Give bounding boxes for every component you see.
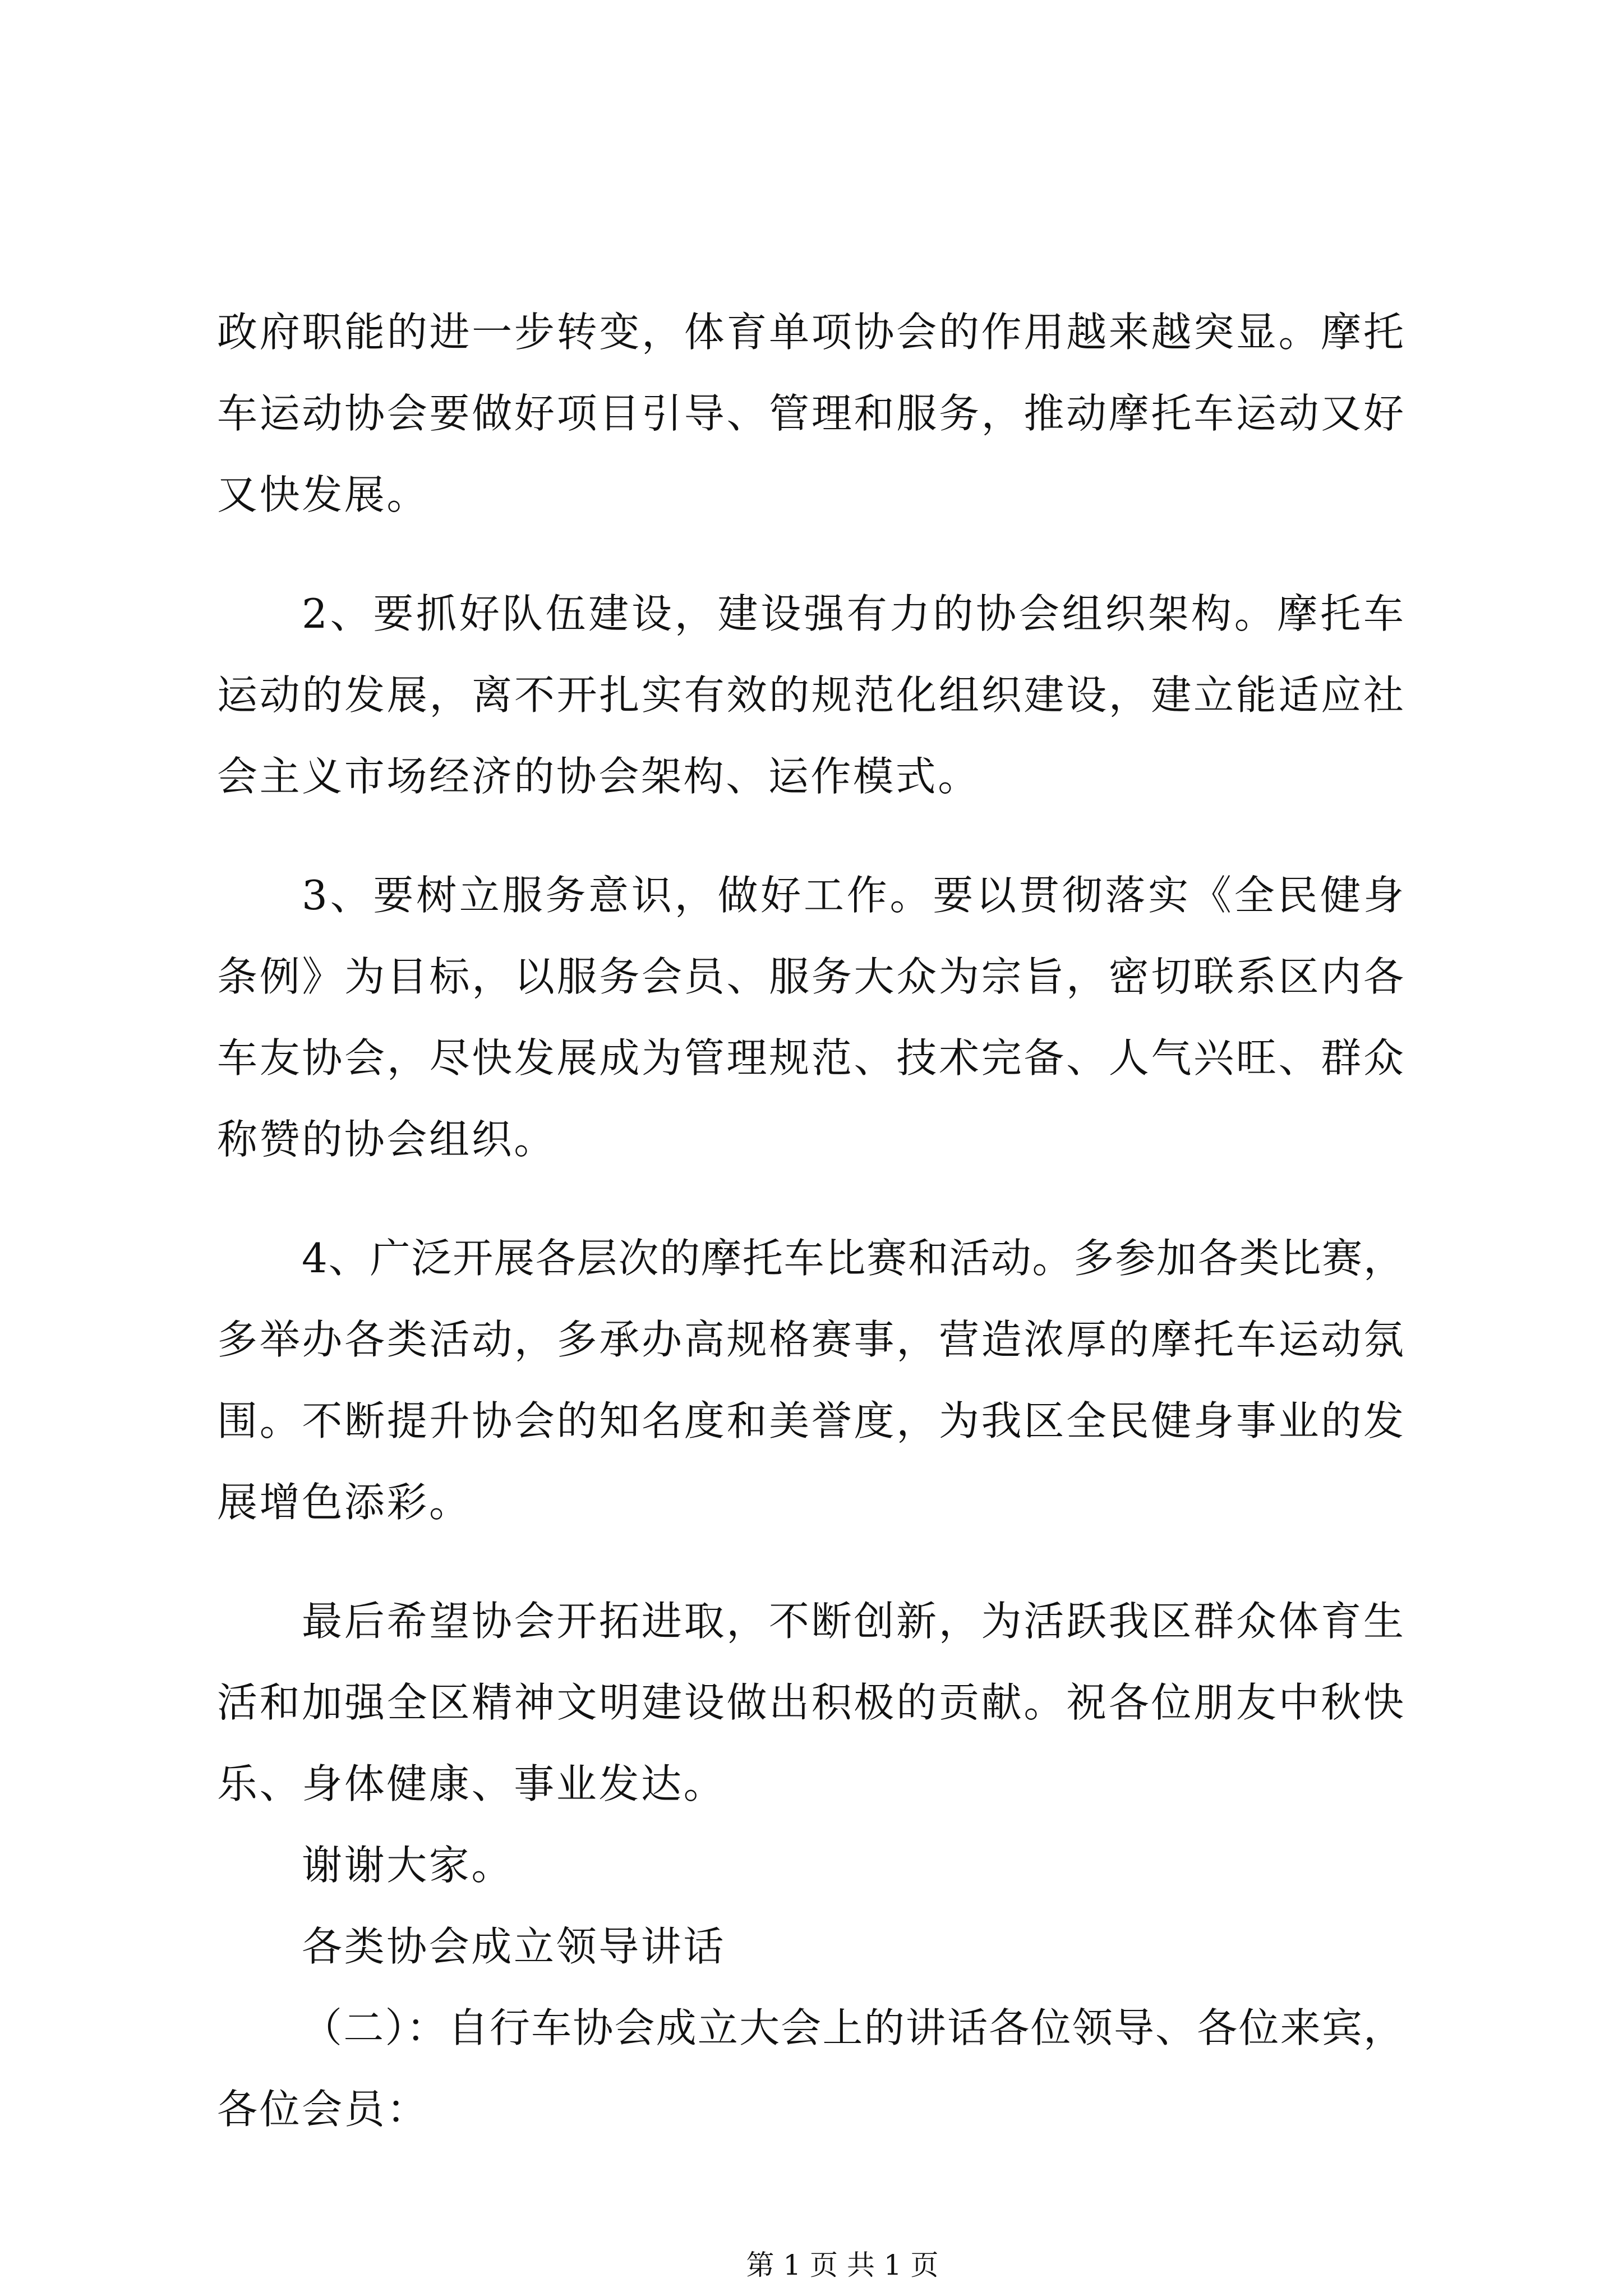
text-line: 条例》为目标，以服务会员、服务大众为宗旨，密切联系区内各: [217, 953, 1404, 1000]
paragraph: [217, 1906, 1404, 1987]
text-line: 谢谢大家。: [302, 1842, 514, 1889]
text-line: 又快发展。: [217, 471, 430, 518]
page-number-footer: 第 1 页 共 1 页: [746, 2249, 939, 2281]
text-line: 运动的发展，离不开扎实有效的规范化组织建设，建立能适应社: [217, 671, 1404, 719]
text-line: 乐、身体健康、事业发达。: [217, 1760, 726, 1807]
paragraph: [217, 292, 1404, 536]
text-line: 车友协会，尽快发展成为管理规范、技术完备、人气兴旺、群众: [217, 1034, 1404, 1082]
paragraph: [217, 1987, 1404, 2150]
document-body: [217, 292, 1404, 2150]
text-line: 称赞的协会组织。: [217, 1116, 556, 1163]
paragraph: [217, 1581, 1404, 1825]
text-line: 各位会员：: [217, 2086, 430, 2133]
text-line: 2、要抓好队伍建设，建设强有力的协会组织架构。摩托车: [302, 590, 1404, 637]
paragraph: [217, 573, 1404, 817]
text-line: 围。不断提升协会的知名度和美誉度，为我区全民健身事业的发: [217, 1397, 1404, 1444]
paragraph: [217, 1825, 1404, 1906]
text-line: 活和加强全区精神文明建设做出积极的贡献。祝各位朋友中秋快: [217, 1679, 1404, 1726]
text-line: 3、要树立服务意识，做好工作。要以贯彻落实《全民健身: [302, 872, 1404, 919]
text-line: 展增色添彩。: [217, 1479, 472, 1526]
text-line: 多举办各类活动，多承办高规格赛事，营造浓厚的摩托车运动氛: [217, 1316, 1404, 1363]
text-line: 车运动协会要做好项目引导、管理和服务，推动摩托车运动又好: [217, 390, 1404, 437]
paragraph: [217, 855, 1404, 1180]
text-line: 会主义市场经济的协会架构、运作模式。: [217, 753, 980, 800]
text-line: 政府职能的进一步转变，体育单项协会的作用越来越突显。摩托: [217, 309, 1404, 356]
text-line: 最后希望协会开拓进取，不断创新，为活跃我区群众体育生: [302, 1598, 1404, 1645]
section-heading: 各类协会成立领导讲话: [302, 1923, 726, 1970]
text-line: （二）：自行车协会成立大会上的讲话各位领导、各位来宾，: [302, 2004, 1404, 2051]
paragraph: [217, 1218, 1404, 1543]
text-line: 4、广泛开展各层次的摩托车比赛和活动。多参加各类比赛，: [302, 1235, 1404, 1282]
